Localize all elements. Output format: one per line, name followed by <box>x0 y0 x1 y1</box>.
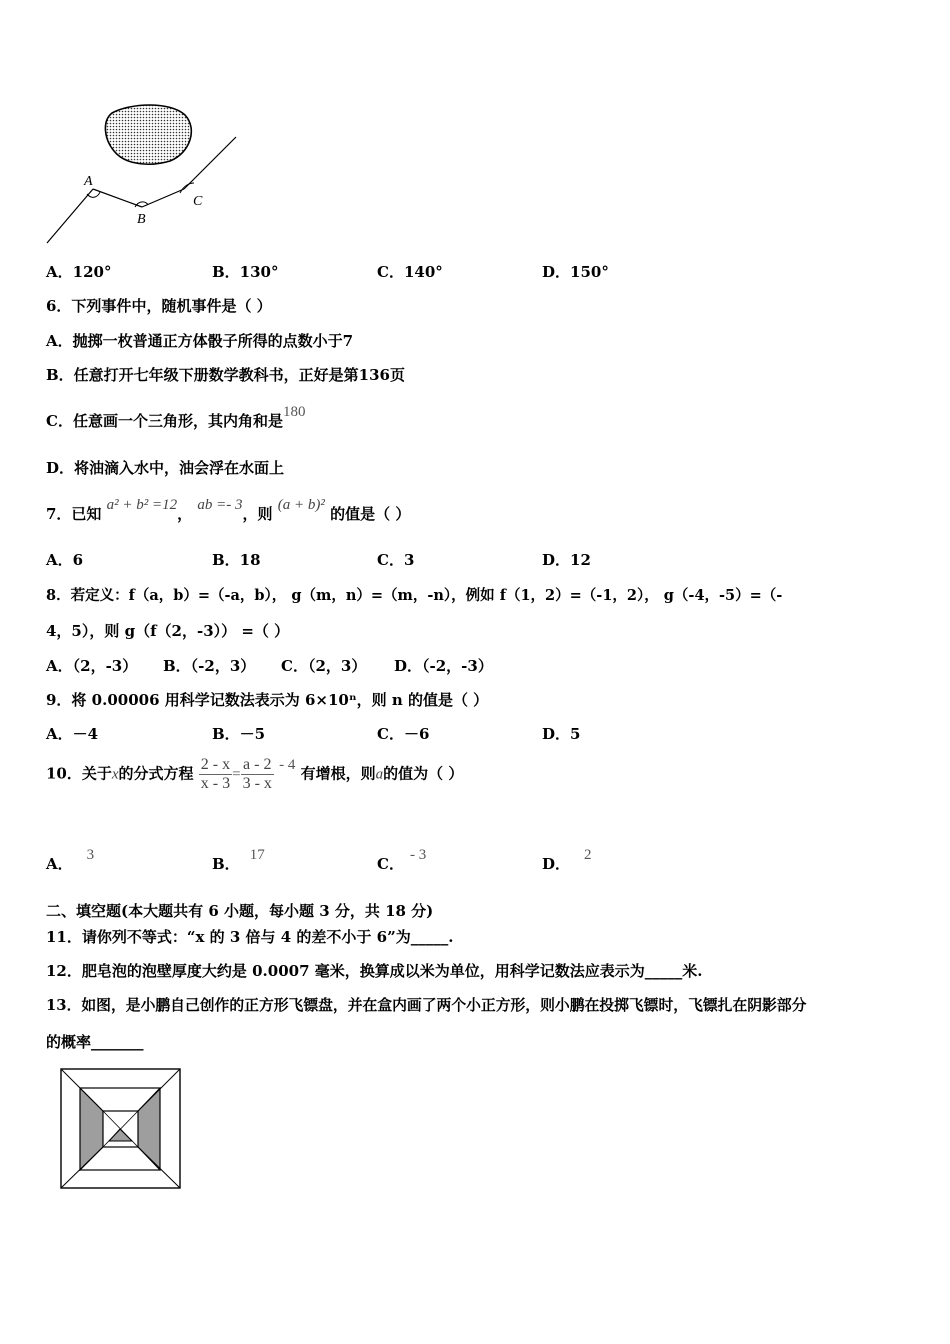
q7-stem <box>46 497 411 524</box>
q10-option-a-value: 3 <box>86 847 95 863</box>
q10-option-c[interactable] <box>377 847 427 874</box>
q7-option-d[interactable]: D．12 <box>542 551 591 569</box>
q10-option-d-value: 2 <box>584 847 592 863</box>
q7-prefix: 7．已知 <box>46 505 102 523</box>
q8-option-c[interactable]: C．（2，3） <box>281 657 367 675</box>
q10-option-d-letter: D． <box>542 855 571 873</box>
q13-line1: 13．如图，是小鹏自己创作的正方形飞镖盘，并在盒内画了两个小正方形，则小鹏在投掷飞镖时，飞镖扎在阴影部分 <box>46 997 807 1014</box>
q6-option-b[interactable]: B．任意打开七年级下册数学教科书，正好是第136页 <box>46 366 405 384</box>
q8-option-a[interactable]: A．（2，-3） <box>46 657 138 675</box>
q11-stem: 11．请你列不等式：“x 的 3 倍与 4 的差不小于 6”为_____. <box>46 928 454 946</box>
section2-title: 二、填空题(本大题共有 6 小题，每小题 3 分，共 18 分) <box>46 902 434 920</box>
q5-option-c[interactable]: C．140° <box>377 263 443 281</box>
q7-option-c[interactable]: C．3 <box>377 551 415 569</box>
q7-mid: ，则 <box>242 505 273 523</box>
q13-dartboard-figure <box>60 1068 182 1190</box>
q7-expr1: a² + b² =12 <box>106 497 178 513</box>
q10-option-b-letter: B． <box>212 855 240 873</box>
q6-option-d[interactable]: D．将油滴入水中，油会浮在水面上 <box>46 459 285 477</box>
q12-stem: 12．肥皂泡的泡壁厚度大约是 0.0007 毫米，换算成以米为单位，用科学记数法应表示为_____米. <box>46 962 703 980</box>
q10-option-c-letter: C． <box>377 855 404 873</box>
q13-line2: 的概率_______ <box>46 1033 144 1051</box>
q7-expr2: ab =- 3 <box>197 497 243 513</box>
q7-option-b[interactable]: B．18 <box>212 551 261 569</box>
q8-line1: 8．若定义：f（a，b）=（-a，b）， g（m，n）=（m，-n），例如 f（1，2）=（-1，2）， g（-4，-5）=（- <box>46 587 783 604</box>
q8-line2: 4，5），则 g（f（2，-3）） =（ ） <box>46 622 290 640</box>
q10-suffix2: 的值为（ ） <box>383 764 464 783</box>
q10-var: x <box>111 766 119 783</box>
q10-frac1-den: x - 3 <box>200 775 231 792</box>
q5-option-a[interactable]: A．120° <box>46 263 112 281</box>
q9-option-b[interactable]: B．－5 <box>212 725 266 743</box>
q7-sep: ， <box>177 505 193 523</box>
q5-option-b[interactable]: B．130° <box>212 263 279 281</box>
q10-suffix1: 有增根，则 <box>300 764 376 783</box>
q10-mid: 的分式方程 <box>118 764 194 783</box>
q6-option-c-text: C．任意画一个三角形，其内角和是 <box>46 412 283 430</box>
q10-prefix: 10．关于 <box>46 764 112 783</box>
q8-option-d[interactable]: D．（-2，-3） <box>394 657 493 675</box>
q9-option-d[interactable]: D．5 <box>542 725 581 743</box>
q6-stem: 6．下列事件中，随机事件是（ ） <box>46 297 272 315</box>
label-a: A <box>84 174 93 189</box>
q10-eq: = <box>232 766 241 783</box>
q10-var2: a <box>375 766 384 783</box>
q10-option-d[interactable] <box>542 847 592 874</box>
q10-fraction-1 <box>199 756 232 793</box>
q10-fraction-2 <box>241 756 274 793</box>
q9-stem: 9．将 0.00006 用科学记数法表示为 6×10ⁿ，则 n 的值是（ ） <box>46 691 489 709</box>
q10-option-c-value: - 3 <box>409 847 427 863</box>
label-c: C <box>193 194 203 209</box>
q6-option-a[interactable]: A．抛掷一枚普通正方体骰子所得的点数小于7 <box>46 332 354 350</box>
q7-expr3: (a + b)² <box>277 497 325 513</box>
q10-stem <box>46 756 463 793</box>
q7-suffix: 的值是（ ） <box>330 505 411 523</box>
q5-option-d[interactable]: D．150° <box>542 263 609 281</box>
q10-frac2-num: a - 2 <box>241 756 274 775</box>
lake-shape <box>105 105 191 164</box>
q8-option-b[interactable]: B．（-2，3） <box>163 657 256 675</box>
q10-frac2-den: 3 - x <box>242 775 272 792</box>
label-b: B <box>137 212 146 227</box>
q10-tail: - 4 <box>279 756 296 773</box>
q9-option-a[interactable]: A．－4 <box>46 725 99 743</box>
q10-option-b[interactable] <box>212 847 265 874</box>
q10-option-a[interactable] <box>46 847 95 874</box>
q6-option-c-math: 180 <box>282 404 306 420</box>
q6-option-c[interactable] <box>46 404 306 431</box>
q9-option-c[interactable]: C．－6 <box>377 725 430 743</box>
q5-figure <box>40 95 250 250</box>
q7-option-a[interactable]: A．6 <box>46 551 84 569</box>
q10-option-a-letter: A． <box>46 855 73 873</box>
q10-option-b-value: 17 <box>249 847 265 863</box>
q10-frac1-num: 2 - x <box>200 756 231 773</box>
